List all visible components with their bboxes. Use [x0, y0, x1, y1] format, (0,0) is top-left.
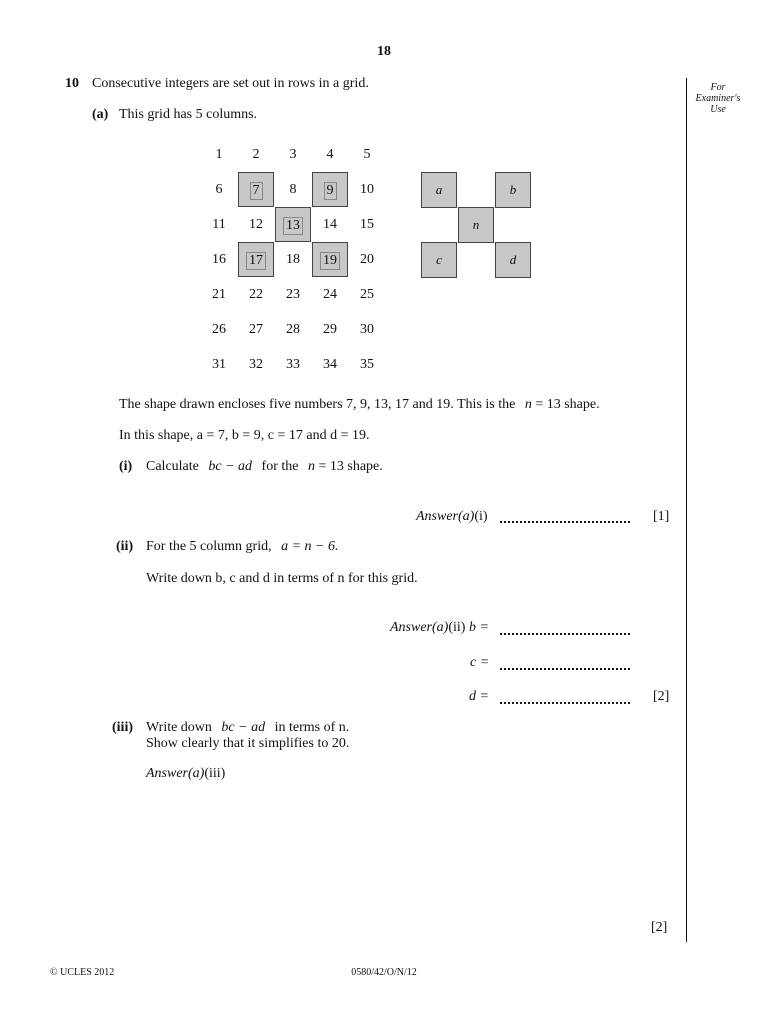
grid-cell-number: 10: [360, 182, 374, 197]
grid-cell-number: 13: [283, 217, 303, 235]
grid-cell-shaded: [238, 172, 274, 207]
grid-cell-number: 26: [212, 322, 226, 337]
grid-cell: [238, 312, 274, 347]
part-a-label: (a): [92, 107, 109, 122]
grid-cell: [201, 207, 237, 242]
grid-cell: [275, 172, 311, 207]
grid-cell: [238, 347, 274, 382]
part-i-marks: [1]: [653, 509, 670, 524]
grid-cell-number: 20: [360, 252, 374, 267]
answer-a-iii-suffix: (iii): [204, 766, 226, 781]
answer-a-i-field[interactable]: [500, 520, 630, 523]
grid-cell: [275, 347, 311, 382]
grid-cell-number: 12: [249, 217, 263, 232]
grid-cell: [349, 347, 385, 382]
grid-cell: [201, 277, 237, 312]
part-iii-line2: Show clearly that it simplifies to 20.: [146, 736, 350, 751]
answer-c-field[interactable]: [500, 667, 630, 670]
part-i-text-mid: for the: [261, 459, 299, 474]
answer-b-label: b =: [468, 620, 489, 635]
grid-cell: [238, 277, 274, 312]
grid-cell: [312, 207, 348, 242]
grid-cell-shaded: [312, 242, 348, 277]
grid-cell: [201, 172, 237, 207]
answer-a-ii-prefix: Answer(a): [390, 620, 449, 635]
grid-cell-number: 8: [289, 182, 297, 197]
grid-cell-number: 3: [289, 147, 297, 162]
grid-cell-number: 9: [324, 182, 337, 200]
part-iii-line1: [146, 720, 349, 736]
grid-cell-number: 29: [323, 322, 337, 337]
grid-cell-shaded: [275, 207, 311, 242]
description-line1-pre: The shape drawn encloses five numbers 7, 9, 13, 17 and 19. This is the: [119, 397, 516, 412]
answer-d-label: d =: [469, 689, 489, 704]
part-i-label: (i): [119, 459, 133, 474]
examiner-line-3: Use: [710, 104, 726, 115]
part-ii-line1: [146, 539, 339, 555]
footer-copyright: © UCLES 2012: [50, 967, 115, 978]
grid-cell-number: 1: [215, 147, 223, 162]
examiner-line-1: For: [710, 82, 726, 93]
answer-a-ii-suffix: (ii): [448, 620, 466, 635]
grid-cell: [349, 172, 385, 207]
grid-cell: [275, 137, 311, 172]
answer-b-field[interactable]: [500, 632, 630, 635]
answer-a-i-prefix: Answer(a): [416, 509, 475, 524]
part-ii-marks: [2]: [653, 689, 670, 704]
part-i-text-post: = 13 shape.: [318, 459, 383, 474]
grid-cell-number: 25: [360, 287, 374, 302]
answer-a-iii-label: [146, 766, 225, 782]
grid-cell-number: 14: [323, 217, 337, 232]
examiner-margin-line: [686, 78, 687, 942]
grid-cell-number: 31: [212, 357, 226, 372]
part-a-text: This grid has 5 columns.: [119, 107, 258, 122]
grid-cell-number: 34: [323, 357, 337, 372]
grid-cell-number: 4: [326, 147, 334, 162]
grid-cell: [349, 242, 385, 277]
answer-a-i-label: [416, 509, 488, 525]
description-line1-post: = 13 shape.: [535, 397, 600, 412]
part-iii-label: (iii): [112, 720, 133, 735]
grid-cell: [312, 347, 348, 382]
grid-cell: [201, 242, 237, 277]
grid-cell-number: 11: [212, 217, 226, 232]
grid-cell: [312, 277, 348, 312]
part-iii-text1-pre: Write down: [146, 720, 212, 735]
grid-cell: [349, 277, 385, 312]
answer-d-field[interactable]: [500, 701, 630, 704]
grid-cell: [312, 137, 348, 172]
grid-cell-number: 19: [320, 252, 340, 270]
question-number: 10: [65, 76, 79, 91]
grid-cell-number: 22: [249, 287, 263, 302]
grid-cell-number: 21: [212, 287, 226, 302]
grid-cell-number: 27: [249, 322, 263, 337]
grid-cell: [238, 137, 274, 172]
grid-cell: [349, 207, 385, 242]
grid-cell-number: 2: [252, 147, 260, 162]
grid-cell-number: 5: [363, 147, 371, 162]
grid-cell-number: 23: [286, 287, 300, 302]
shape-values: In this shape, a = 7, b = 9, c = 17 and d = 19.: [119, 428, 370, 443]
answer-a-i-suffix: (i): [474, 509, 488, 524]
answer-a-iii-workspace[interactable]: [146, 790, 666, 910]
part-ii-text1-pre: For the 5 column grid,: [146, 539, 272, 554]
grid-cell-number: 33: [286, 357, 300, 372]
shape-cell-b: b: [495, 172, 531, 208]
description-n: n: [524, 397, 532, 412]
grid-cell-number: 28: [286, 322, 300, 337]
question-intro: Consecutive integers are set out in rows in a grid.: [92, 76, 369, 91]
part-ii-label: (ii): [116, 539, 134, 554]
grid-cell-shaded: [238, 242, 274, 277]
part-iii-text1-post: in terms of n.: [274, 720, 350, 735]
shape-cell-a: a: [421, 172, 457, 208]
part-i-expr: bc − ad: [208, 459, 253, 474]
part-i-question: [146, 459, 383, 475]
part-i-n: n: [307, 459, 315, 474]
grid-cell: [201, 312, 237, 347]
page-number: 18: [377, 44, 391, 59]
grid-cell-number: 17: [246, 252, 266, 270]
grid-cell-number: 7: [250, 182, 263, 200]
part-ii-expr: a = n − 6.: [281, 539, 339, 554]
grid-cell: [349, 312, 385, 347]
footer-code: 0580/42/O/N/12: [351, 967, 417, 978]
shape-cell-n: n: [458, 207, 494, 243]
grid-cell-number: 32: [249, 357, 263, 372]
grid-cell: [275, 277, 311, 312]
grid-cell: [349, 137, 385, 172]
shape-description: [119, 397, 600, 413]
answer-a-iii-prefix: Answer(a): [146, 766, 205, 781]
grid-cell: [275, 242, 311, 277]
shape-cell-d: d: [495, 242, 531, 278]
grid-cell-number: 6: [215, 182, 223, 197]
grid-cell-number: 15: [360, 217, 374, 232]
grid-cell: [238, 207, 274, 242]
part-iii-marks: [2]: [651, 920, 668, 935]
examiner-use-note: [688, 82, 748, 115]
answer-c-label: c =: [470, 655, 490, 670]
grid-cell-number: 16: [212, 252, 226, 267]
shape-cell-c: c: [421, 242, 457, 278]
examiner-line-2: Examiner's: [695, 93, 741, 104]
grid-cell-number: 18: [286, 252, 300, 267]
grid-cell-number: 35: [360, 357, 374, 372]
grid-cell-number: 24: [323, 287, 337, 302]
grid-cell: [201, 137, 237, 172]
grid-cell-shaded: [312, 172, 348, 207]
answer-a-ii-label: [390, 620, 489, 636]
part-iii-expr: bc − ad: [221, 720, 266, 735]
grid-cell: [312, 312, 348, 347]
part-ii-line2: Write down b, c and d in terms of n for this grid.: [146, 571, 418, 586]
grid-cell: [201, 347, 237, 382]
grid-cell: [275, 312, 311, 347]
part-i-text-pre: Calculate: [146, 459, 199, 474]
grid-cell-number: 30: [360, 322, 374, 337]
